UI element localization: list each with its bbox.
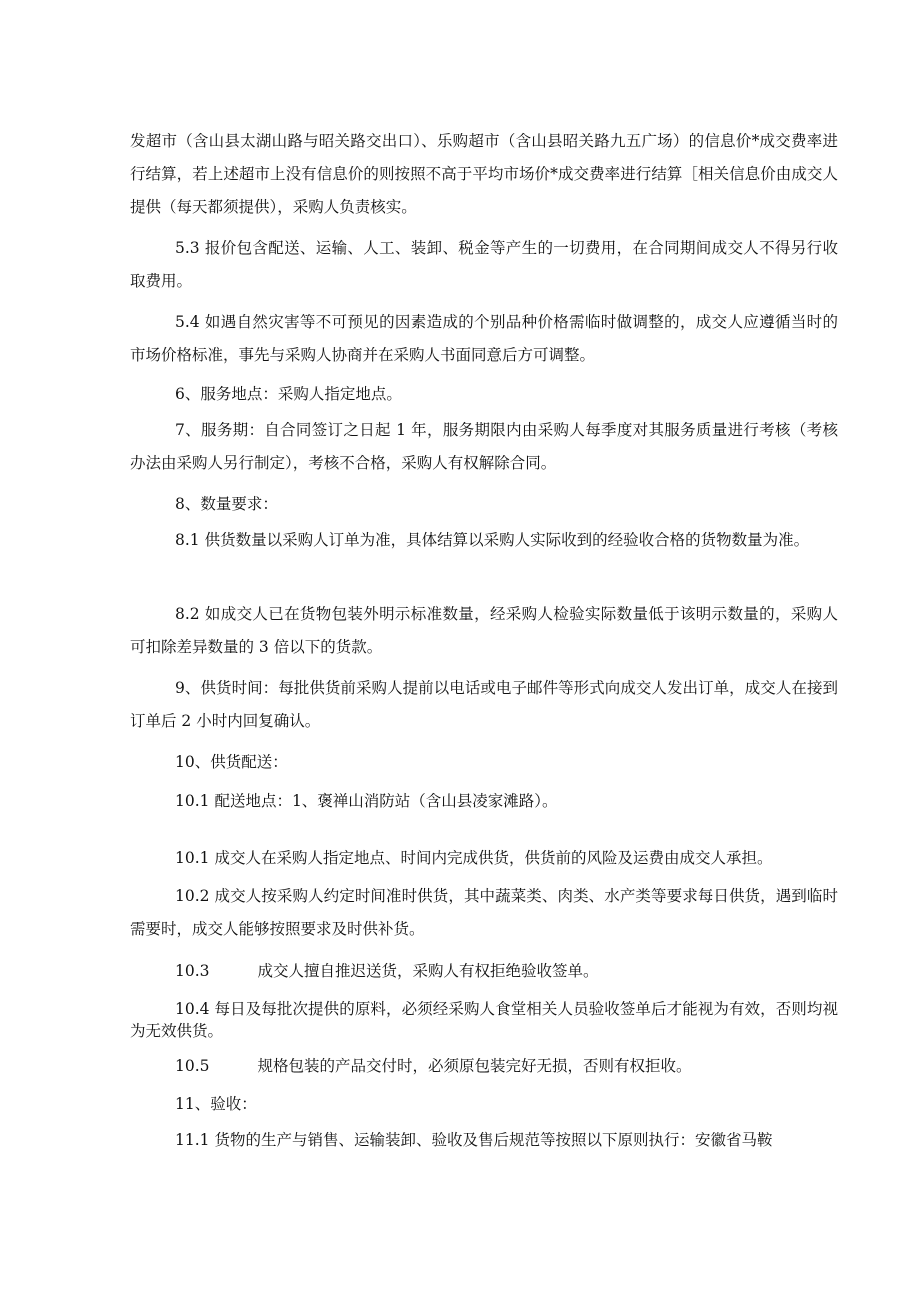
paragraph-10-delivery-heading: 10、供货配送： xyxy=(175,753,288,771)
paragraph-7-service-period: 7、服务期：自合同签订之日起 1 年，服务期限内由采购人每季度对其服务质量进行考核（考核办法由采购人另行制定），考核不合格，采购人有权解除合同。 xyxy=(130,421,838,472)
paragraph-10-5 xyxy=(130,1050,838,1083)
paragraph-5-4: 5.4 如遇自然灾害等不可预见的因素造成的个别品种价格需临时做调整的，成交人应遵循当时的市场价格标准，事先与采购人协商并在采购人书面同意后方可调整。 xyxy=(130,313,838,364)
paragraph-pricing-basis: 发超市（含山县太湖山路与昭关路交出口）、乐购超市（含山县昭关路九五广场）的信息价*成交费率进行结算，若上述超市上没有信息价的则按照不高于平均市场价*成交费率进行结算［相关信息价由成交人提供（每天都须提供），采购人负责核实。 xyxy=(130,132,838,216)
clause-text: 成交人擅自推迟送货，采购人有权拒绝验收签单。 xyxy=(257,962,599,980)
paragraph-10-1-location: 10.1 配送地点：1、褒禅山消防站（含山县凌家滩路）。 xyxy=(175,792,558,810)
paragraph-8-1: 8.1 供货数量以采购人订单为准，具体结算以采购人实际收到的经验收合格的货物数量为准。 xyxy=(175,531,810,549)
paragraph-9-supply-time: 9、供货时间：每批供货前采购人提前以电话或电子邮件等形式向成交人发出订单，成交人在接到订单后 2 小时内回复确认。 xyxy=(130,679,838,730)
clause-number: 10.3 xyxy=(175,962,210,980)
paragraph-10-4: 10.4 每日及每批次提供的原料，必须经采购人食堂相关人员验收签单后才能视为有效，否则均视为无效供货。 xyxy=(130,1000,838,1040)
paragraph-6-service-location: 6、服务地点：采购人指定地点。 xyxy=(175,385,402,403)
paragraph-11-acceptance-heading: 11、验收： xyxy=(175,1095,257,1113)
paragraph-10-2: 10.2 成交人按采购人约定时间准时供货，其中蔬菜类、肉类、水产类等要求每日供货，遇到临时需要时，成交人能够按照要求及时供补货。 xyxy=(130,887,838,938)
paragraph-8-2: 8.2 如成交人已在货物包装外明示标准数量，经采购人检验实际数量低于该明示数量的，采购人可扣除差异数量的 3 倍以下的货款。 xyxy=(130,605,838,656)
clause-text: 规格包装的产品交付时，必须原包装完好无损，否则有权拒收。 xyxy=(257,1057,692,1075)
paragraph-8-quantity-heading: 8、数量要求： xyxy=(175,495,278,513)
clause-number: 10.5 xyxy=(175,1057,210,1075)
paragraph-10-1-responsibility: 10.1 成交人在采购人指定地点、时间内完成供货，供货前的风险及运费由成交人承担。 xyxy=(175,849,773,867)
paragraph-10-3 xyxy=(130,955,838,988)
paragraph-5-3: 5.3 报价包含配送、运输、人工、装卸、税金等产生的一切费用，在合同期间成交人不得另行收取费用。 xyxy=(130,239,838,290)
paragraph-11-1: 11.1 货物的生产与销售、运输装卸、验收及售后规范等按照以下原则执行：安徽省马鞍 xyxy=(175,1131,773,1149)
